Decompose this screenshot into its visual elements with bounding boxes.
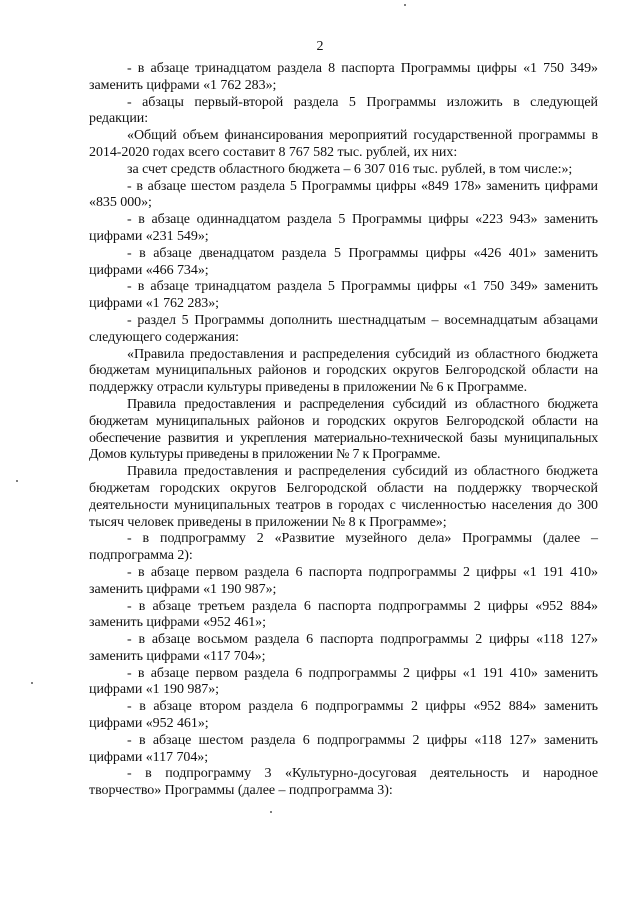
paragraph: Правила предоставления и распределения субсидий из областного бюджета бюджетам муниципальных районов и городских округов Белгородской области на обеспечение развития и укрепления материально-технической базы муниципальных Домов культуры приведены в приложении № 7 к Программе. [89,396,598,463]
paragraph: - в абзаце двенадцатом раздела 5 Программы цифры «426 401» заменить цифрами «466 734»; [89,245,598,278]
paragraph: - в абзаце втором раздела 6 подпрограммы 2 цифры «952 884» заменить цифрами «952 461»; [89,699,598,732]
paragraph: - в абзаце восьмом раздела 6 паспорта подпрограммы 2 цифры «118 127» заменить цифрами «117 704»; [89,632,598,664]
paragraph: - в абзаце третьем раздела 6 паспорта подпрограммы 2 цифры «952 884» заменить цифрами «952 461»; [89,598,598,631]
paragraph: - в абзаце одиннадцатом раздела 5 Программы цифры «223 943» заменить цифрами «231 549»; [89,212,598,244]
paragraph: - в абзаце первом раздела 6 паспорта подпрограммы 2 цифры «1 191 410» заменить цифрами «1 190 987»; [89,564,598,597]
scan-speck [404,4,406,6]
paragraph: - абзацы первый-второй раздела 5 Программы изложить в следующей редакции: [89,94,598,127]
paragraph: - в абзаце тринадцатом раздела 8 паспорта Программы цифры «1 750 349» заменить цифрами «1 762 283»; [89,61,598,93]
paragraph: Правила предоставления и распределения субсидий из областного бюджета бюджетам городских округов Белгородской области на поддержку творческой деятельности муниципальных театров в городах с численностью населения до 300 тысяч человек приведены в приложении № 8 к Программе»; [89,464,598,530]
paragraph: «Правила предоставления и распределения субсидий из областного бюджета бюджетам муниципальных районов и городских округов Белгородской области на поддержку отрасли культуры приведены в приложении № 6 к Программе. [89,346,598,396]
document-body [89,61,598,800]
paragraph: - раздел 5 Программы дополнить шестнадцатым – восемнадцатым абзацами следующего содержания: [89,312,598,345]
paragraph: - в подпрограмму 3 «Культурно-досуговая деятельность и народное творчество» Программы (далее – подпрограмма 3): [89,766,598,799]
paragraph: за счет средств областного бюджета – 6 307 016 тыс. рублей, в том числе:»; [127,161,573,177]
scan-speck [270,811,272,813]
paragraph: - в подпрограмму 2 «Развитие музейного дела» Программы (далее – подпрограмма 2): [89,531,598,564]
scan-speck [31,682,33,684]
paragraph: - в абзаце шестом раздела 6 подпрограммы 2 цифры «118 127» заменить цифрами «117 704»; [89,732,598,765]
page-number: 2 [316,39,324,54]
paragraph: - в абзаце тринадцатом раздела 5 Программы цифры «1 750 349» заменить цифрами «1 762 283»; [89,279,598,312]
scan-speck [16,480,18,482]
paragraph: «Общий объем финансирования мероприятий государственной программы в 2014-2020 годах всего составит 8 767 582 тыс. рублей, их них: [89,128,598,160]
paragraph: - в абзаце первом раздела 6 подпрограммы 2 цифры «1 191 410» заменить цифрами «1 190 987»; [89,665,598,698]
paragraph: - в абзаце шестом раздела 5 Программы цифры «849 178» заменить цифрами «835 000»; [89,178,598,211]
